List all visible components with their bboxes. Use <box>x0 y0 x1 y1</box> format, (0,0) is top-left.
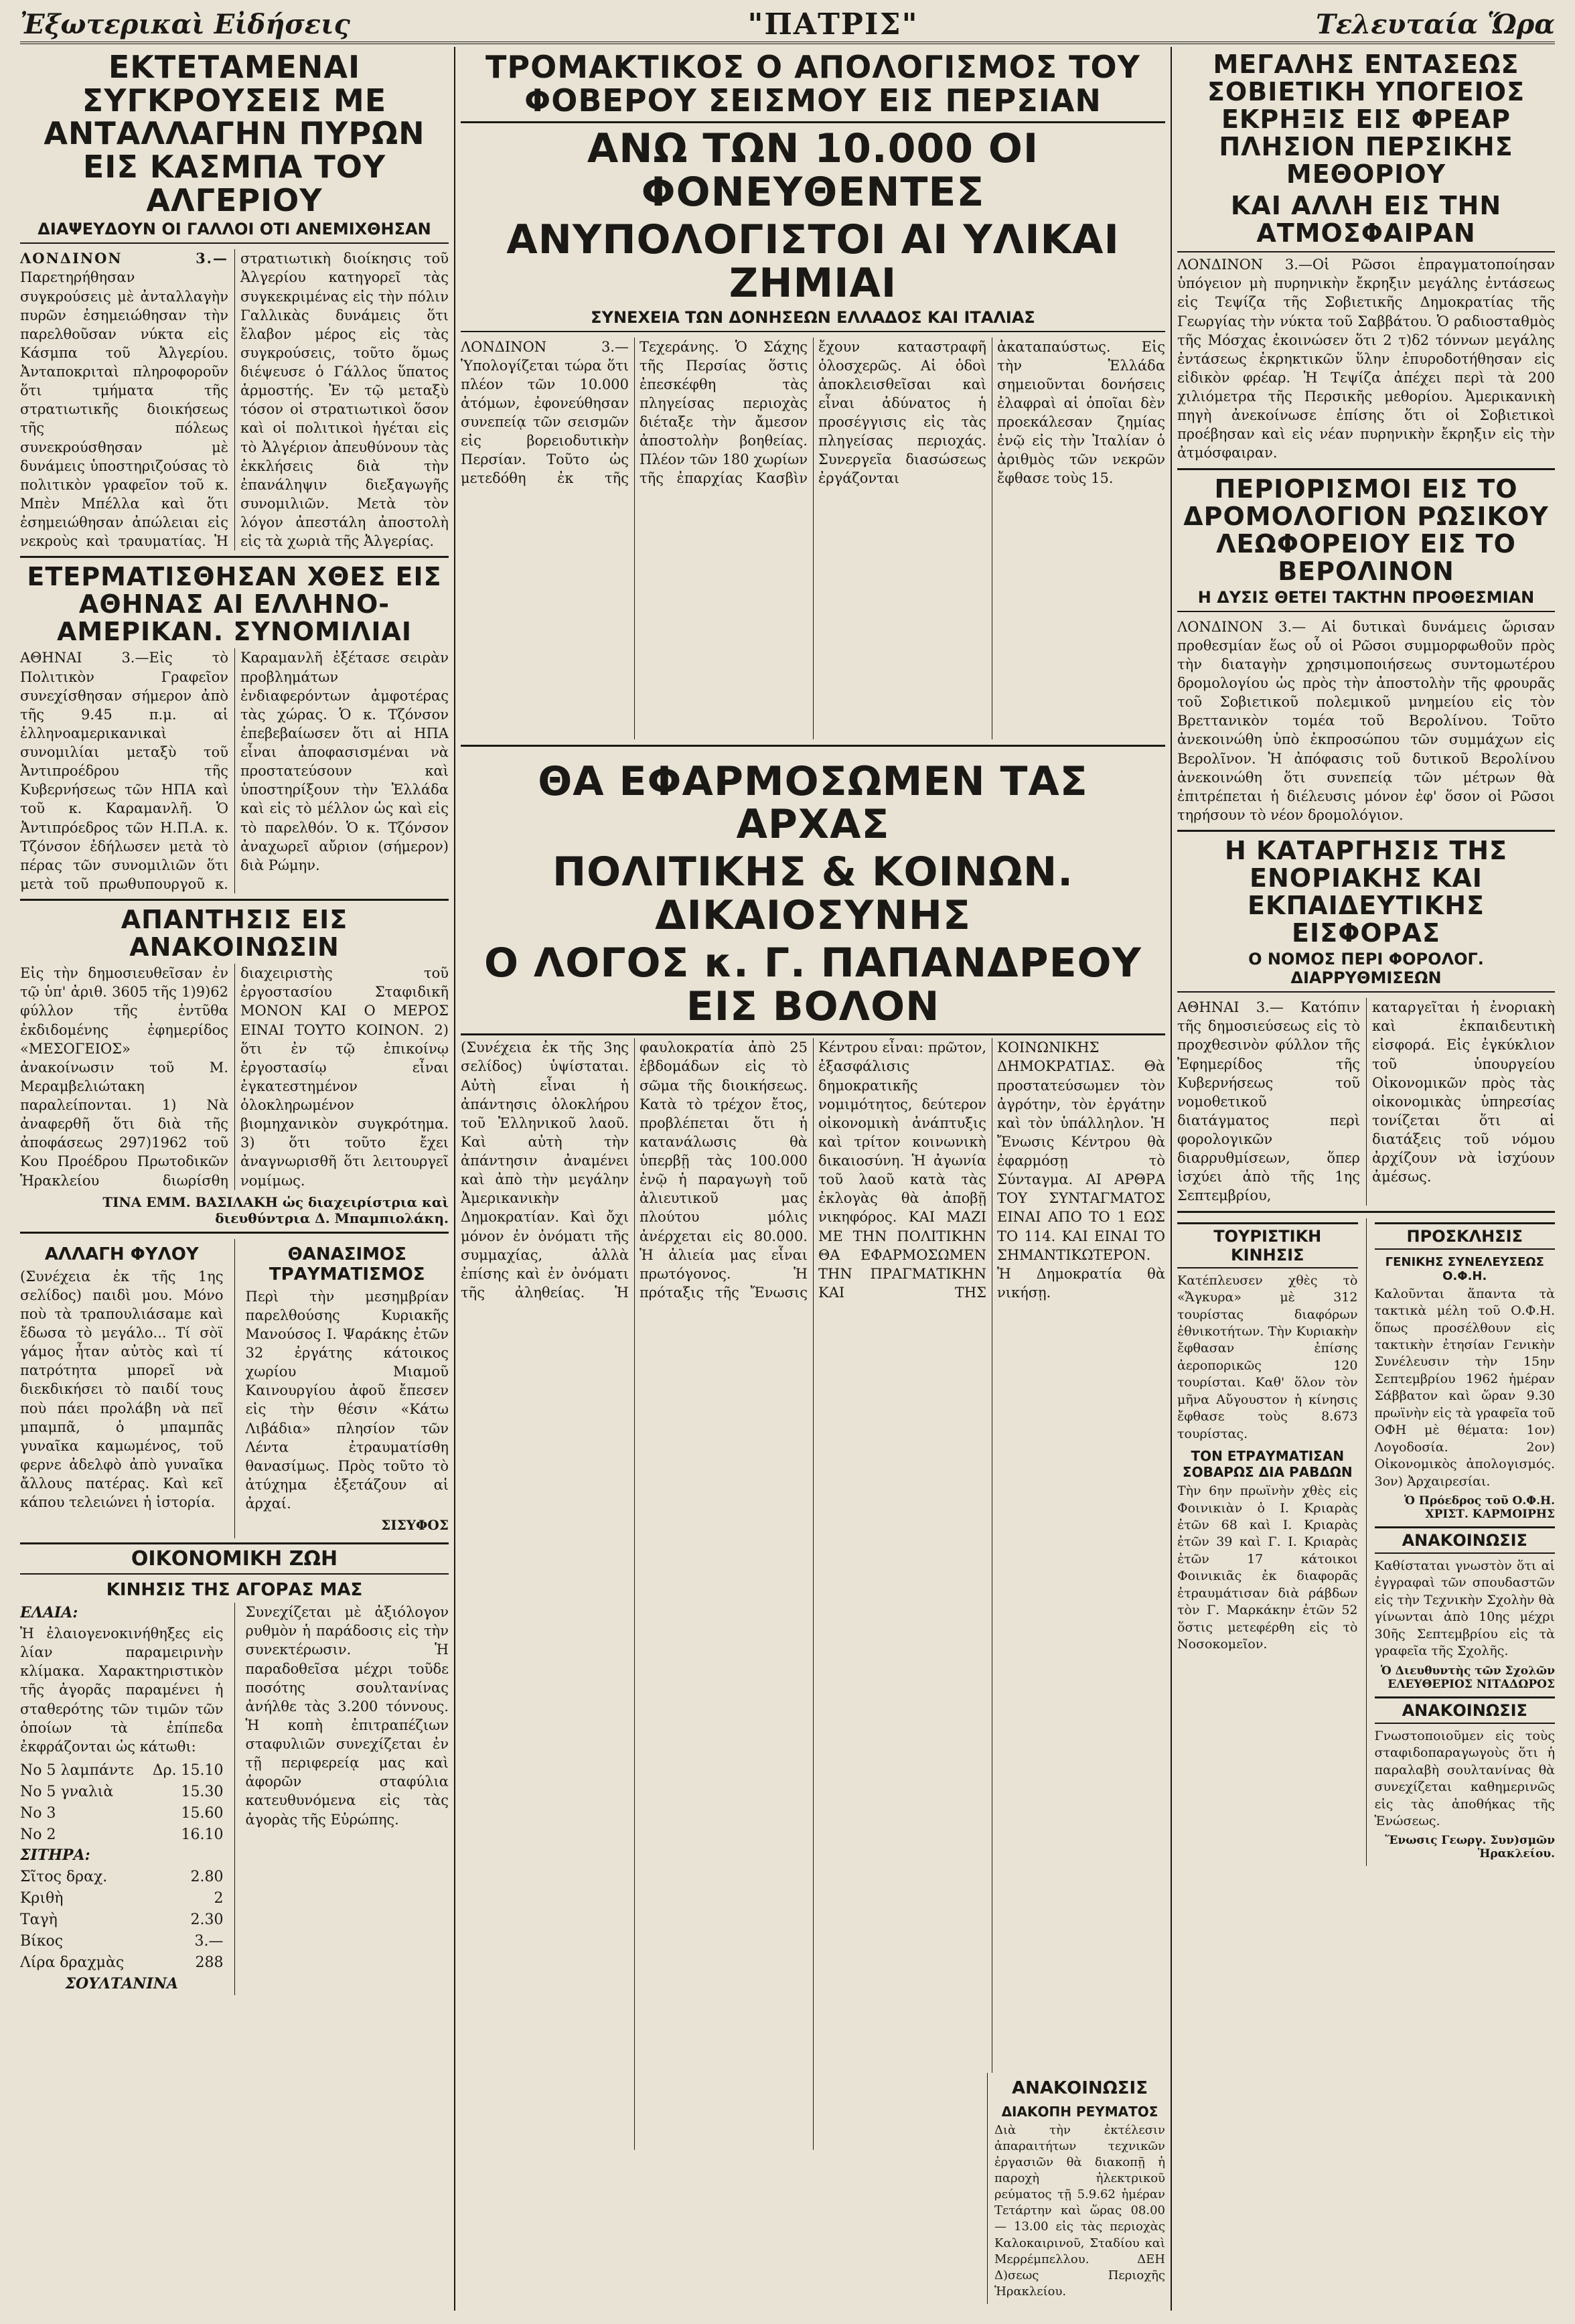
earthquake-body: ΛΟΝΔΙΝΟΝ 3.— Ὑπολογίζεται τώρα ὅτι πλέον τῶν 10.000 ἀτόμων, ἐφονεύθησαν συνεπείᾳ τῶν σεισμῶν εἰς βορειοδυτικὴν Περσίαν. Τοῦτο ὡς μετεδόθη ἐκ τῆς Τεχεράνης. Ὁ Σάχης τῆς Περσίας ὅστις ἐπεσκέφθη τὰς πληγείσας περιοχὰς διέταξε τὴν ἄμεσον ἀποστολὴν βοηθείας. Πλέον τῶν 180 χωρίων τῆς ἐπαρχίας Κασβὶν ἔχουν καταστραφῆ ὁλοσχερῶς. Αἱ ὁδοὶ ἀποκλεισθεῖσαι καὶ εἶναι ἀδύνατος ἡ προσέγγισις εἰς τὰς πληγείσας περιοχάς. Συνεργεῖα διασώσεως ἐργάζονται ἀκαταπαύστως. Εἰς τὴν Ἑλλάδα σημειοῦνται δονήσεις ἐλαφραὶ αἱ ὁποῖαι δὲν προεκάλεσαν ζημίας ἐνῷ εἰς τὴν Ἰταλίαν ὁ ἀριθμὸς τῶν νεκρῶν ἔφθασε τοὺς 15. <box>461 338 1165 487</box>
article-reply-signature: ΤΙΝΑ ΕΜΜ. ΒΑΣΙΛΑΚΗ ὡς διαχειρίστρια καὶ διευθύντρια Δ. Μπαμπιολάκη. <box>102 1193 449 1226</box>
berlin-bus-body: ΛΟΝΔΙΝΟΝ 3.— Αἱ δυτικαὶ δυνάμεις ὥρισαν προθεσμίαν ἕως οὗ οἱ Ρῶσοι συμμορφωθοῦν πρὸς τὴν διαταγὴν χρησιμοποιήσεως συντομωτέρου δρομολογίου ὡς πρὸς τὴν ἀποστολὴν τῆς φρουρᾶς τοῦ Σοβιετικοῦ πολεμικοῦ μνημείου εἰς τὸν Βρεττανικὸν τομέα τοῦ Βερολίνου. Τοῦτο ἀνεκοινώθη ὑπὸ ἐκπροσώπου τῶν συμμάχων εἰς Βερολῖνον. Ἡ ἀπόφασις τοῦ δυτικοῦ Βερολίνου ἀνεκοινώθη ὅτι συνεπείᾳ τῶν μέτρων θὰ ἐπιτρέπεται ἡ διέλευσις μόνον ἐφ' ὅσον οἱ Ρῶσοι τηρήσουν τὸ νέον δρομολόγιον. <box>1177 618 1555 823</box>
running-header <box>20 7 1555 44</box>
article-algeria-text: Παρετηρήθησαν συγκρούσεις μὲ ἀνταλλαγὴν πυρῶν ἐσημειώθησαν τὴν παρελθοῦσαν νύκτα εἰς Κάσμπα τοῦ Ἀλγερίου. Ἀνταποκριταὶ πληροφοροῦν ὅτι τμήματα τῆς στρατιωτικῆς διοικήσεως τῆς πόλεως συνεκρούσθησαν μὲ δυνάμεις ὑποστηριζούσας τὸ πολιτικὸν γραφεῖον τοῦ κ. Μπὲν Μπέλλα καὶ ὅτι ἐσημειώθησαν ἀπώλειαι εἰς νεκροὺς καὶ τραυματίας. Ἡ στρατιωτικὴ διοίκησις τοῦ Ἀλγερίου κατηγορεῖ τὰς συγκεκριμένας εἰς τὴν πόλιν Γαλλικὰς δυνάμεις ὅτι ἔλαβον μέρος εἰς τὰς συγκρούσεις, τοῦτο ὅμως διέψευσε ὁ Γάλλος ὕπατος ἁρμοστής. Ἐν τῷ μεταξὺ τόσον οἱ στρατιωτικοὶ ὅσον καὶ οἱ πολιτικοὶ ἡγέται εἰς τὸ Ἀλγέριον ἀπευθύνουν τὰς ἐκκλήσεις διὰ τὴν ἐπανάληψιν διεξαγωγῆς συνομιλιῶν. Μετὰ τὸν λόγον ἀπεστάλη ἀποστολὴ εἰς τὰ χωριὰ τῆς Ἀλγερίας. <box>20 250 449 550</box>
market-row: Ταγὴ 2.30 <box>20 1911 224 1929</box>
market-intro: Ἡ ἐλαιογενοκινήθηξες εἰς λίαν παραμειρινὴν κλίμακα. Χαρακτηριστικὸν τῆς ἀγορᾶς παραμένει ἡ σταθερότης τῶν τιμῶν τῶν ὁποίων τὰ ἐπίπεδα ἐκφράζονται ὡς κάτωθι: <box>20 1625 224 1755</box>
center-column <box>461 47 1165 2311</box>
divider <box>1177 830 1555 832</box>
power-cut-notice <box>987 2073 1165 2304</box>
divider <box>1177 1211 1555 1213</box>
article-injury-body: Περὶ τὴν μεσημβρίαν παρελθούσης Κυριακῆς Μανούσος Ι. Ψαράκης ἐτῶν 32 ἐργάτης κάτοικος χωρίου Μιαμοῦ Καινουργίου ἀφοῦ ἔπεσεν εἰς τὴν θέσιν «Κάτω Λιβάδια» πλησίον τῶν Λέντα ἐτραυματίσθη θανασίμως. Πρὸς τοῦτο τὸ ἀτύχημα ἐξετάζουν αἱ ἀρχαί. <box>245 1288 449 1512</box>
earthquake-deaths-headline: ΑΝΩ ΤΩΝ 10.000 ΟΙ ΦΟΝΕΥΘΕΝΤΕΣ <box>587 125 1039 216</box>
invitation-signature: Ὁ Πρόεδρος τοῦ Ο.Φ.Η. ΧΡΙΣΤ. ΚΑΡΜΟΙΡΗΣ <box>1404 1494 1555 1522</box>
tax-abolition-body: ΑΘΗΝΑΙ 3.— Κατόπιν τῆς δημοσιεύσεως εἰς τὸ προχθεσινὸν φύλλον τῆς Ἐφημερίδος τῆς Κυβερνήσεως τοῦ νομοθετικοῦ διατάγματος περὶ φορολογικῶν διαρρυθμίσεων, ὅπερ ἰσχύει ἀπὸ τῆς 1ης Σεπτεμβρίου, καταργεῖται ἡ ἐνοριακὴ καὶ ἐκπαιδευτικὴ εἰσφορά. Εἰς ἐγκύκλιον τοῦ ὑπουργείου Οἰκονομικῶν πρὸς τὰς οἰκονομικὰς ὑπηρεσίας τονίζεται ὅτι αἱ διατάξεις τοῦ νόμου ἀρχίζουν νὰ ἰσχύουν ἀμέσως. <box>1177 999 1555 1204</box>
power-cut-subhead: ΔΙΑΚΟΠΗ ΡΕΥΜΑΤΟΣ <box>1001 2103 1158 2120</box>
masthead-title: "ΠΑΤΡΙΣ" <box>747 7 919 42</box>
invitation-subhead: ΓΕΝΙΚΗΣ ΣΥΝΕΛΕΥΣΕΩΣ Ο.Φ.Η. <box>1385 1254 1544 1283</box>
column-rule-1 <box>454 47 455 2311</box>
market-grain-label: ΣΙΤΗΡΑ: <box>20 1846 90 1865</box>
column-rule-2 <box>1171 47 1172 2311</box>
beating-headline: ΤΟΝ ΕΤΡΑΥΜΑΤΙΣΑΝ ΣΟΒΑΡΩΣ ΔΙΑ ΡΑΒΔΩΝ <box>1182 1448 1353 1481</box>
market-headline: ΚΙΝΗΣΙΣ ΤΗΣ ΑΓΟΡΑΣ ΜΑΣ <box>106 1580 363 1601</box>
tourism-headline: ΤΟΥΡΙΣΤΙΚΗ ΚΙΝΗΣΙΣ <box>1177 1222 1358 1268</box>
economy-section-title: ΟΙΚΟΝΟΜΙΚΗ ΖΩΗ <box>20 1542 449 1575</box>
power-cut-body: Διὰ τὴν ἐκτέλεσιν ἀπαραιτήτων τεχνικῶν ἐργασιῶν θὰ διακοπῇ ἡ παροχὴ ἠλεκτρικοῦ ρεύματος τῇ 5.9.62 ἡμέραν Τετάρτην καὶ ὥρας 08.00 — 13.00 εἰς τὰς περιοχὰς Καλοκαιρινοῦ, Σταδίου καὶ Μερρέμπελλου. ΔΕΗ Δ)σεως Περιοχῆς Ἡρακλείου. <box>994 2122 1165 2299</box>
market-section <box>20 1603 449 1995</box>
article-leaf-change <box>20 1239 224 1539</box>
divider <box>461 745 1165 747</box>
divider <box>234 1239 235 1539</box>
article-greek-american-headline: ΕΤΕΡΜΑΤΙΣΘΗΣΑΝ ΧΘΕΣ ΕΙΣ ΑΘΗΝΑΣ ΑΙ ΕΛΛΗΝΟ-ΑΜΕΡΙΚΑΝ. ΣΥΝΟΜΙΛΙΑΙ <box>27 562 442 647</box>
right-bottom-columns <box>1177 1218 1555 1867</box>
papandreou-headline-2: ΠΟΛΙΤΙΚΗΣ & ΚΟΙΝΩΝ. ΔΙΚΑΙΟΣΥΝΗΣ <box>552 849 1074 939</box>
article-algeria-dateline: ΛΟΝΔΙΝΟΝ 3.— <box>20 250 228 267</box>
soviet-explosion-body: ΛΟΝΔΙΝΟΝ 3.—Οἱ Ρῶσοι ἐπραγματοποίησαν ὑπόγειον μὴ πυρηνικὴν ἔκρηξιν μεγάλης ἐντάσεως εἰς Τεψίζα τῆς Σοβιετικῆς Δημοκρατίας τῆς Γεωργίας τὴν νύκτα τοῦ Σαββάτου. Ὁ ραδιοσταθμὸς τῆς Μόσχας ἐκοινώσεν ὅτι 2 τ)δ2 τόννων μεγάλης ἐντάσεως ἐκρηκτικῶν ὕλην ἐπυροδοτήθησαν εἰς εἰδικὸν φρέαρ. Ἡ Τεψίζα ἀπέχει περὶ τὰ 200 χιλιόμετρα τῆς Περσικῆς μεθορίου. Ἀμερικανικὴ πηγὴ ἀνεκοίνωσε ἐπίσης ὅτι οἱ Σοβιετικοὶ προέβησαν καὶ εἰς νέαν πυρηνικὴν ἔκρηξιν εἰς τὴν ἀτμόσφαιραν. <box>1177 257 1555 461</box>
announcement-2-body: Γνωστοποιοῦμεν εἰς τοὺς σταφιδοπαραγωγοὺς ὅτι ἡ παραλαβὴ σουλτανίνας θὰ συνεχίζεται καθημερινῶς εἰς τὰς ἀποθήκας τῆς Ἑνώσεως. <box>1374 1728 1555 1829</box>
power-cut-headline: ΑΝΑΚΟΙΝΩΣΙΣ <box>1012 2078 1148 2098</box>
market-row: Κριθὴ 2 <box>20 1890 224 1907</box>
tax-abolition-subhead: Ο ΝΟΜΟΣ ΠΕΡΙ ΦΟΡΟΛΟΓ. ΔΙΑΡΡΥΘΜΙΣΕΩΝ <box>1177 950 1555 993</box>
announcement-2-signature: Ἕνωσις Γεωργ. Συν)σμῶν Ἡρακλείου. <box>1385 1834 1555 1861</box>
article-injury-headline: ΘΑΝΑΣΙΜΟΣ ΤΡΑΥΜΑΤΙΣΜΟΣ <box>269 1244 425 1285</box>
left-column <box>20 47 449 2311</box>
divider <box>20 1232 449 1234</box>
divider <box>20 899 449 901</box>
market-row: Νο 3 15.60 <box>20 1804 224 1822</box>
announcement-headline: ΑΝΑΚΟΙΝΩΣΙΣ <box>1375 1526 1556 1554</box>
market-sultana-label: ΣΟΥΛΤΑΝΙΝΑ <box>65 1974 178 1992</box>
article-leaf-change-headline: ΑΛΛΑΓΗ ΦΥΛΟΥ <box>44 1244 199 1264</box>
market-olive-label: ΕΛΑΙΑ: <box>20 1604 78 1622</box>
article-algeria-subhead: ΔΙΑΨΕΥΔΟΥΝ ΟΙ ΓΑΛΛΟΙ ΟΤΙ ΑΝΕΜΙΧΘΗΣΑΝ <box>20 220 449 244</box>
header-right: Τελευταία Ὥρα <box>1316 8 1555 40</box>
article-algeria-headline: ΕΚΤΕΤΑΜΕΝΑΙ ΣΥΓΚΡΟΥΣΕΙΣ ΜΕ ΑΝΤΑΛΛΑΓΗΝ ΠΥΡΩΝ ΕΙΣ ΚΑΣΜΠΑ ΤΟΥ ΑΛΓΕΡΙΟΥ <box>44 49 425 218</box>
announcement-2-headline: ΑΝΑΚΟΙΝΩΣΙΣ <box>1375 1696 1556 1724</box>
invitation-body: Καλοῦνται ἅπαντα τὰ τακτικὰ μέλη τοῦ Ο.Φ.Η. ὅπως προσέλθουν εἰς τακτικὴν ἐτησίαν Γενικὴν Συνέλευσιν τὴν 15ην Σεπτεμβρίου 1962 ἡμέραν Σάββατον καὶ ὥραν 9.30 πρωϊνὴν εἰς τὰ γραφεῖα τοῦ ΟΦΗ μὲ θέματα: 1ον) Λογοδοσία. 2ον) Οἰκονομικὸς ἀπολογισμός. 3ον) Ἀρχαιρεσίαι. <box>1374 1286 1555 1489</box>
papandreou-headline: ΘΑ ΕΦΑΡΜΟΣΩΜΕΝ ΤΑΣ ΑΡΧΑΣ <box>538 757 1088 849</box>
article-algeria-body <box>20 249 449 551</box>
papandreou-headline-3: Ο ΛΟΓΟΣ κ. Γ. ΠΑΠΑΝΔΡΕΟΥ ΕΙΣ ΒΟΛΟΝ <box>461 942 1165 1036</box>
divider <box>20 556 449 558</box>
berlin-bus-headline: ΠΕΡΙΟΡΙΣΜΟΙ ΕΙΣ ΤΟ ΔΡΟΜΟΛΟΓΙΟΝ ΡΩΣΙΚΟΥ ΛΕΩΦΟΡΕΙΟΥ ΕΙΣ ΤΟ ΒΕΡΟΛΙΝΟΝ <box>1183 474 1549 586</box>
header-left: Ἐξωτερικαὶ Εἰδήσεις <box>20 8 350 40</box>
market-prices <box>20 1603 224 1995</box>
papandreou-body: (Συνέχεια ἐκ τῆς 3ης σελίδος) ὑψίσταται. Αὐτὴ εἶναι ἡ ἀπάντησις ὁλοκλήρου τοῦ Ἑλληνικοῦ λαοῦ. Καὶ αὐτὴ τὴν ἀπάντησιν ἀναμένει καὶ ἀπὸ τὴν μεγάλην Ἀμερικανικὴν Δημοκρατίαν. Καὶ ὄχι μόνον ἐν ὀνόματι τῆς συμμαχίας, ἀλλὰ ἐπίσης καὶ ἐν ὀνόματι τῆς ἀληθείας. Ἡ φαυλοκρατία ἀπὸ 25 ἐβδομάδων εἰς τὸ σῶμα τῆς διοικήσεως. Κατὰ τὸ τρέχον ἔτος, προβλέπεται ὅτι ἡ κατανάλωσις θὰ ὑπερβῇ τὰς 100.000 ἐνῷ ἡ παραγωγὴ τοῦ ἀλιευτικοῦ μας πλούτου μόλις ἀνέρχεται εἰς 80.000. Ἡ ἀλιεία μας εἶναι πρωτόγονος. Ἡ πρόταξις τῆς Ἔνωσις Κέντρου εἶναι: πρῶτον, ἐξασφάλισις δημοκρατικῆς νομιμότητος, δεύτερον οἰκονομικὴ ἀνάπτυξις καὶ τρίτον κοινωνικὴ δικαιοσύνη. Ἡ ἀγωνία τοῦ λαοῦ κατὰ τὰς ἐκλογὰς θὰ ἀποβῇ νικηφόρος. ΚΑΙ ΜΑΖΙ ΜΕ ΤΗΝ ΠΟΛΙΤΙΚΗΝ ΘΑ ΕΦΑΡΜΟΣΩΜΕΝ ΤΗΝ ΠΡΑΓΜΑΤΙΚΗΝ ΚΑΙ ΤΗΣ ΚΟΙΝΩΝΙΚΗΣ ΔΗΜΟΚΡΑΤΙΑΣ. Θὰ προστατεύσωμεν τὸν ἀγρότην, τὸν ἐργάτην καὶ τὸν ὑπάλληλον. Ἡ Ἔνωσις Κέντρου θὰ ἐφαρμόσῃ τὸ Σύνταγμα. ΑΙ ΑΡΘΡΑ ΤΟΥ ΣΥΝΤΑΓΜΑΤΟΣ ΕΙΝΑΙ ΑΠΟ ΤΟ 1 ΕΩΣ ΤΟ 114. ΚΑΙ ΕΙΝΑΙ ΤΟ ΣΗΜΑΝΤΙΚΩΤΕΡΟΝ. Ἡ Δημοκρατία θὰ νικήσῃ. <box>461 1039 1165 1301</box>
announcement-signature: Ὁ Διευθυντὴς τῶν Σχολῶν ΕΛΕΥΘΕΡΙΟΣ ΝΙΤΑΔΩΡΟΣ <box>1380 1664 1555 1691</box>
market-sultana-text: Συνεχίζεται μὲ ἀξιόλογον ρυθμὸν ἡ παράδοσις εἰς τὴν συνεκτέρωσιν. Ἡ παραδοθεῖσα μέχρι τοῦδε ποσότης σουλτανίνας ἀνήλθε τὰς 3.200 τόννους. Ἡ κοπὴ ἐπιτραπέζιων σταφυλιῶν συνεχίζεται ἐν τῇ περιφερείᾳ μας καὶ ἀφορῶν σταφύλια κατευθυνόμενα εἰς τὰς ἀγορὰς τῆς Εὐρώπης. <box>245 1604 449 1828</box>
right-bottom-left <box>1177 1218 1358 1867</box>
right-column <box>1177 47 1555 2311</box>
soviet-explosion-headline-2: ΚΑΙ ΑΛΛΗ ΕΙΣ ΤΗΝ ΑΤΜΟΣΦΑΙΡΑΝ <box>1177 192 1555 252</box>
small-articles-row <box>20 1239 449 1539</box>
market-row: Νο 2 16.10 <box>20 1826 224 1843</box>
market-row: Σῖτος δραχ. 2.80 <box>20 1869 224 1886</box>
invitation-headline: ΠΡΟΣΚΛΗΣΙΣ <box>1375 1222 1556 1250</box>
tax-abolition-headline: Η ΚΑΤΑΡΓΗΣΙΣ ΤΗΣ ΕΝΟΡΙΑΚΗΣ ΚΑΙ ΕΚΠΑΙΔΕΥΤΙΚΗΣ ΕΙΣΦΟΡΑΣ <box>1224 836 1508 948</box>
soviet-explosion-headline: ΜΕΓΑΛΗΣ ΕΝΤΑΣΕΩΣ ΣΟΒΙΕΤΙΚΗ ΥΠΟΓΕΙΟΣ ΕΚΡΗΞΙΣ ΕΙΣ ΦΡΕΑΡ ΠΛΗΣΙΟΝ ΠΕΡΣΙΚΗΣ ΜΕΘΟΡΙΟΥ <box>1207 50 1525 190</box>
article-injury-signature: ΣΙΣΥΦΟΣ <box>381 1517 449 1534</box>
berlin-bus-subhead: Η ΔΥΣΙΣ ΘΕΤΕΙ ΤΑΚΤΗΝ ΠΡΟΘΕΣΜΙΑΝ <box>1177 588 1555 612</box>
earthquake-subhead: ΣΥΝΕΧΕΙΑ ΤΩΝ ΔΟΝΗΣΕΩΝ ΕΛΛΑΔΟΣ ΚΑΙ ΙΤΑΛΙΑΣ <box>461 308 1165 332</box>
announcement-body: Καθίσταται γνωστὸν ὅτι αἱ ἐγγραφαὶ τῶν σπουδαστῶν εἰς τὴν Τεχνικὴν Σχολὴν θὰ γίνωνται ἀπὸ 10ης μέχρι 30ῆς Σεπτεμβρίου εἰς τὰ γραφεῖα τῆς Σχολῆς. <box>1374 1558 1555 1659</box>
article-leaf-change-body: (Συνέχεια ἐκ τῆς 1ης σελίδος) παιδὶ μου. Μόνο ποὺ τὰ τραπουλιάσαμε καὶ ἔδωσα τὸ μεγάλο... Τί σὸϊ γάμος ἦταν αὐτὸς καὶ τί πατρότητα μπορεῖ νὰ διεκδικήσει τὸ παιδί τους ποὺ πάει προλάβη νὰ πεῖ μπαμπᾶ, ὁ μπαμπᾶς γυναῖκα καμωμένος, τοῦ φερνε ἀδελφὸ ἀπὸ γυναῖκα ἄλλους πατέρας. Καὶ κεῖ κάπου τελειώνει ἡ ἱστορία. <box>20 1268 224 1511</box>
divider <box>234 1603 235 1995</box>
market-row: Βίκος 3.— <box>20 1933 224 1950</box>
market-row: Νο 5 λαμπάντε Δρ. 15.10 <box>20 1761 224 1779</box>
article-reply-body: Εἰς τὴν δημοσιευθεῖσαν ἐν τῷ ὑπ' ἀριθ. 3605 τῆς 1)9)62 φύλλον τῆς ἐντῦθα ἐκδιδομένης ἐφημερίδος «ΜΕΣΟΓΕΙΟΣ» ἀνακοίνωσιν τοῦ Μ. Μεραμβελιώτακη παραλείπονται. 1) Νὰ ἀναφερθῆ ὅτι διὰ τῆς ἀποφάσεως 297)1962 τοῦ Κου Προέδρου Πρωτοδικῶν Ἡρακλείου διωρίσθη διαχειριστὴς τοῦ ἐργοστασίου Σταφιδικῆ ΜΟΝΟΝ ΚΑΙ Ο ΜΕΡΟΣ ΕΙΝΑΙ ΤΟΥΤΟ ΚΟΙΝΟΝ. 2) ὅτι ἐν τῷ ἐπικοίνῳ ἐργοστασίῳ εἶναι ἐγκατεστημένον ὁλοκληρωμένον βιομηχανικὸν συγκρότημα. 3) ὅτι τοῦτο ἔχει ἀναγνωρισθῆ ὅτι λειτουργεῖ νομίμως. <box>20 965 449 1189</box>
beating-body: Τὴν 6ην πρωϊνὴν χθὲς εἰς Φοινικιὰν ὁ Ι. Κριαρὰς ἐτῶν 68 καὶ Ι. Κριαρὰς ἐτῶν 39 καὶ Γ. Ι. Κριαρὰς ἐτῶν 17 κάτοικοι Φοινικιᾶς ἐκ διαφορᾶς ἐτραυμάτισαν διὰ ράβδων τὸν Γ. Μαρκάκην ἐτῶν 52 ὅστις μετεφέρθη εἰς τὸ Νοσοκομεῖον. <box>1177 1483 1358 1652</box>
article-greek-american-body: ΑΘΗΝΑΙ 3.—Εἰς τὸ Πολιτικὸν Γραφεῖον συνεχίσθησαν σήμερον ἀπὸ τῆς 9.45 π.μ. αἱ ἑλληνοαμερικανικαὶ συνομιλίαι μεταξὺ τοῦ Ἀντιπροέδρου τῆς Κυβερνήσεως τῶν ΗΠΑ καὶ τοῦ κ. Καραμανλῆ. Ὁ Ἀντιπρόεδρος τῶν Η.Π.Α. κ. Τζόνσον ἐδήλωσεν μετὰ τὸ πέρας τῶν συνομιλιῶν ὅτι μετὰ τοῦ πρωθυπουργοῦ κ. Καραμανλῆ ἐξέτασε σειρὰν προβλημάτων ἐνδιαφερόντων ἀμφοτέρας τὰς χώρας. Ὁ κ. Τζόνσον ἐπεβεβαίωσεν ὅτι αἱ ΗΠΑ εἶναι ἀποφασισμέναι νὰ προστατεύσουν καὶ ὑποστηρίξουν τὴν Ἑλλάδα καὶ εἰς τὸ μέλλον ὡς καὶ εἰς τὸ παρελθόν. Ὁ κ. Τζόνσον ἀναχωρεῖ αὔριον (σήμερον) διὰ Ρώμην. <box>20 650 449 892</box>
article-injury <box>246 1239 449 1539</box>
market-row: Λίρα δραχμὰς 288 <box>20 1954 224 1971</box>
earthquake-damage-headline: ΑΝΥΠΟΛΟΓΙΣΤΟΙ ΑΙ ΥΛΙΚΑΙ ΖΗΜΙΑΙ <box>506 216 1120 307</box>
divider <box>1366 1218 1367 1867</box>
market-row: Νο 5 γναλιὰ 15.30 <box>20 1783 224 1800</box>
article-reply-headline: ΑΠΑΝΤΗΣΙΣ ΕΙΣ ΑΝΑΚΟΙΝΩΣΙΝ <box>121 905 348 962</box>
earthquake-headline: ΤΡΟΜΑΚΤΙΚΟΣ Ο ΑΠΟΛΟΓΙΣΜΟΣ ΤΟΥ ΦΟΒΕΡΟΥ ΣΕΙΣΜΟΥ ΕΙΣ ΠΕΡΣΙΑΝ <box>461 51 1165 123</box>
right-bottom-right <box>1375 1218 1556 1867</box>
divider <box>1177 468 1555 470</box>
tourism-body: Κατέπλευσεν χθὲς τὸ «Ἄγκυρα» μὲ 312 τουρίστας διαφόρων ἐθνικοτήτων. Τὴν Κυριακὴν ἔφθασαν ἐπίσης ἀεροπορικῶς 120 τουρίσται. Καθ' ὅλον τὸν μῆνα Αὔγουστον ἡ κίνησις ἔφθασε τοὺς 8.673 τουρίστας. <box>1177 1273 1358 1441</box>
